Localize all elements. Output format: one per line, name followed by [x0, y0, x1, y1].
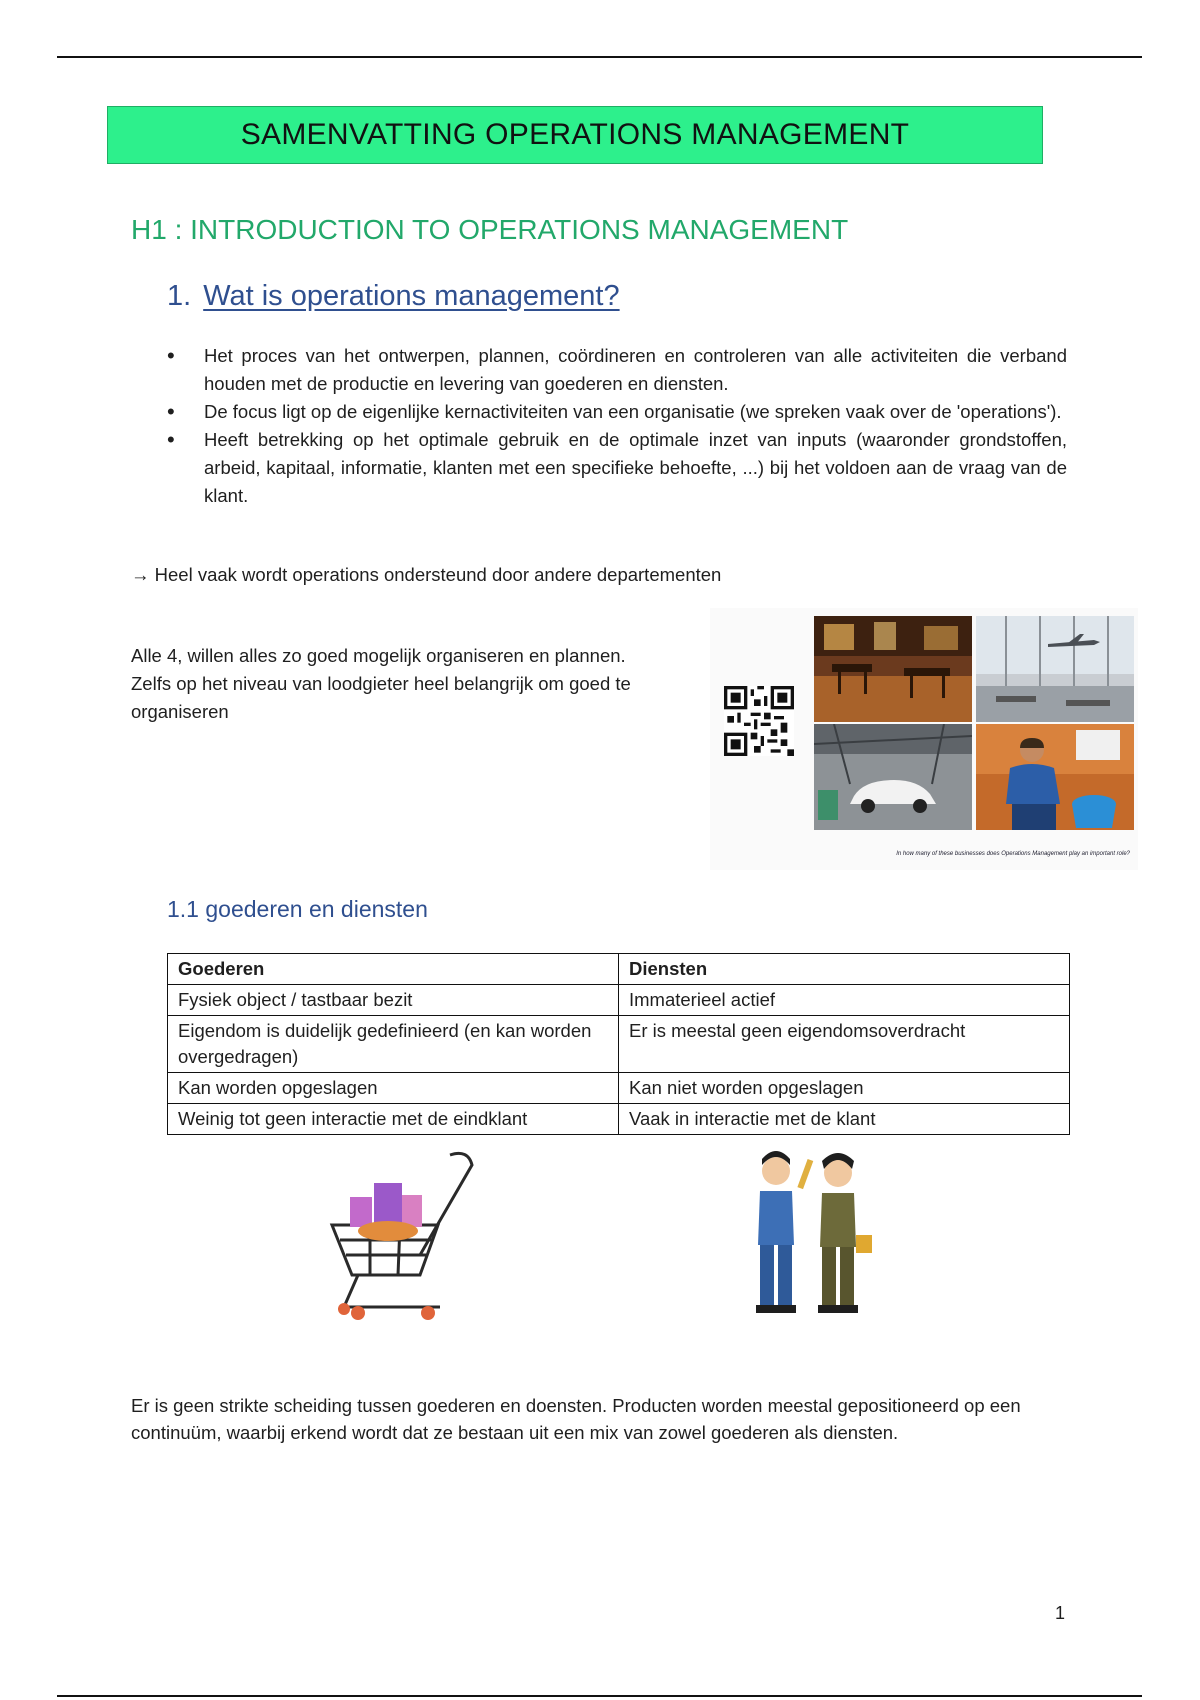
- chapter-heading: H1 : INTRODUCTION TO OPERATIONS MANAGEMENT: [131, 214, 849, 245]
- image-caption: In how many of these businesses does Operations Management play an important role?: [896, 851, 1130, 857]
- table-header-goods: Goederen: [168, 954, 619, 985]
- document-title: SAMENVATTING OPERATIONS MANAGEMENT: [107, 106, 1043, 164]
- section-heading: [167, 280, 620, 313]
- shopping-cart-icon: [300, 1135, 500, 1335]
- table-row: [168, 1073, 1070, 1104]
- paragraph-line: Zelfs op het niveau van loodgieter heel belangrijk om goed te organiseren: [131, 673, 631, 722]
- table-header-row: [168, 954, 1070, 985]
- plumber-photo: [976, 724, 1134, 830]
- page-number: 1: [1055, 1603, 1066, 1623]
- bullet-item: • Heeft betrekking op het optimale gebruik en de optimale inzet van inputs (waaronder grondstoffen, arbeid, kapitaal, informatie, klanten met een specifieke behoefte, ...) bij het voldoen aan de vraag van de klant.: [167, 426, 1067, 510]
- qr-code-icon: [724, 686, 794, 756]
- section-title: Wat is operations management?: [203, 280, 620, 312]
- table-cell: Weinig tot geen interactie met de eindklant: [168, 1104, 619, 1135]
- top-rule: [57, 56, 1142, 58]
- business-collage: [710, 608, 1138, 870]
- paragraph-organize: [131, 642, 701, 726]
- table-cell: Eigendom is duidelijk gedefinieerd (en kan worden overgedragen): [168, 1016, 619, 1073]
- airport-photo: [976, 616, 1134, 722]
- table-header-services: Diensten: [619, 954, 1070, 985]
- goods-services-table: [167, 953, 1070, 1135]
- bullet-item: • Het proces van het ontwerpen, plannen, coördineren en controleren van alle activiteiten die verband houden met de productie en levering van goederen en diensten.: [167, 342, 1067, 398]
- paragraph-continuum: Er is geen strikte scheiding tussen goederen en doensten. Producten worden meestal gepositioneerd op een continuüm, waarbij erkend wordt dat ze bestaan uit een mix van zowel goederen als diensten.: [131, 1395, 1021, 1443]
- table-cell: Vaak in interactie met de klant: [619, 1104, 1070, 1135]
- table-cell: Fysiek object / tastbaar bezit: [168, 985, 619, 1016]
- bullet-item: • De focus ligt op de eigenlijke kernactiviteiten van een organisatie (we spreken vaak over de 'operations').: [167, 398, 1067, 426]
- workers-icon: [730, 1135, 890, 1335]
- table-cell: Kan niet worden opgeslagen: [619, 1073, 1070, 1104]
- table-cell: Er is meestal geen eigendomsoverdracht: [619, 1016, 1070, 1073]
- table-row: [168, 1016, 1070, 1073]
- car-factory-photo: [814, 724, 972, 830]
- arrow-note: → Heel vaak wordt operations ondersteund door andere departementen: [131, 564, 722, 585]
- bottom-rule: [57, 1695, 1142, 1697]
- table-cell: Immaterieel actief: [619, 985, 1070, 1016]
- section-number: 1.: [167, 280, 192, 312]
- paragraph-line: Alle 4, willen alles zo goed mogelijk organiseren en plannen.: [131, 645, 626, 666]
- table-row: [168, 985, 1070, 1016]
- table-row: [168, 1104, 1070, 1135]
- table-cell: Kan worden opgeslagen: [168, 1073, 619, 1104]
- subsection-heading: 1.1 goederen en diensten: [167, 896, 428, 922]
- bullet-list: [167, 342, 1067, 510]
- restaurant-photo: [814, 616, 972, 722]
